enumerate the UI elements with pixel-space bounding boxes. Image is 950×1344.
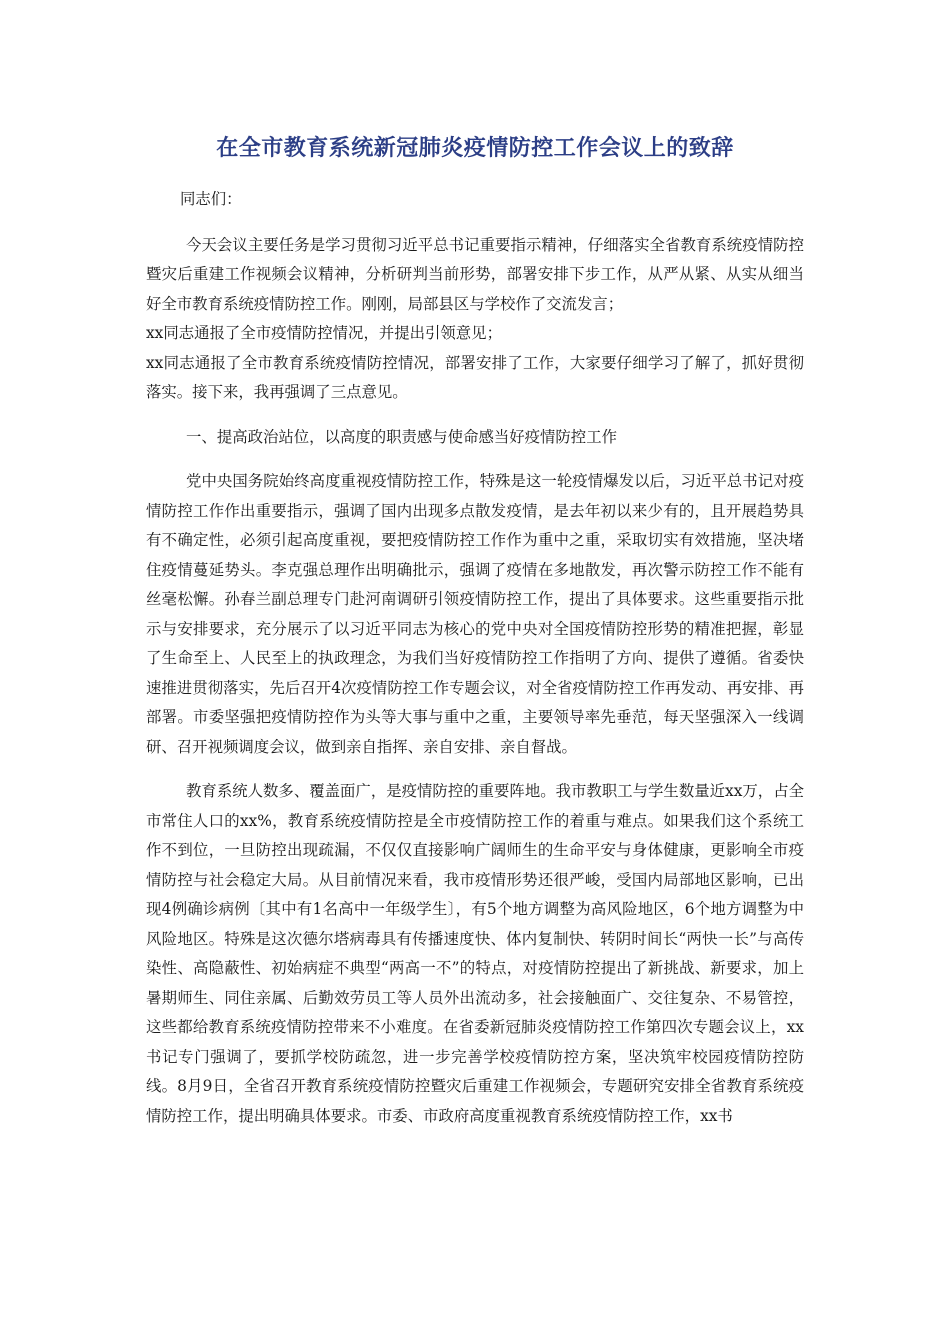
- paragraph-report-1: xx同志通报了全市疫情防控情况，并提出引领意见；: [146, 324, 502, 342]
- document-title: 在全市教育系统新冠肺炎疫情防控工作会议上的致辞: [216, 136, 734, 161]
- document-body: [146, 185, 804, 1146]
- section-heading-1: 一、提高政治站位，以高度的职责感与使命感当好疫情防控工作: [186, 427, 617, 446]
- paragraph-report-2: xx同志通报了全市教育系统疫情防控情况，部署安排了工作，大家要仔细学习了解了，抓好贯彻落实。接下来，我再强调了三点意见。: [146, 353, 804, 401]
- paragraph-central-directives: 党中央国务院始终高度重视疫情防控工作，特殊是这一轮疫情爆发以后，习近平总书记对疫情防控工作作出重要指示，强调了国内出现多点散发疫情，是去年初以来少有的，且开展趋势具有不确定性，必须引起高度重视，要把疫情防控工作作为重中之重，采取切实有效措施，坚决堵住疫情蔓延势头。李克强总理作出明确批示，强调了疫情在多地散发，再次警示防控工作不能有丝毫松懈。孙春兰副总理专门赴河南调研引领疫情防控工作，提出了具体要求。这些重要指示批示与安排要求，充分展示了以习近平同志为核心的党中央对全国疫情防控形势的精准把握，彰显了生命至上、人民至上的执政理念，为我们当好疫情防控工作指明了方向、提供了遵循。省委快速推进贯彻落实，先后召开4次疫情防控工作专题会议，对全省疫情防控工作再发动、再安排、再部署。市委坚强把疫情防控作为头等大事与重中之重，主要领导率先垂范，每天坚强深入一线调研、召开视频调度会议，做到亲自指挥、亲自安排、亲自督战。: [146, 472, 804, 756]
- paragraph-education-system: 教育系统人数多、覆盖面广，是疫情防控的重要阵地。我市教职工与学生数量近xx万，占全市常住人口的xx%，教育系统疫情防控是全市疫情防控工作的着重与难点。如果我们这个系统工作不到位，一旦防控出现疏漏，不仅仅直接影响广阔师生的生命平安与身体健康，更影响全市疫情防控与社会稳定大局。从目前情况来看，我市疫情形势还很严峻，受国内局部地区影响，已出现4例确诊病例〔其中有1名高中一年级学生〕，有5个地方调整为高风险地区，6个地方调整为中风险地区。特殊是这次德尔塔病毒具有传播速度快、体内复制快、转阴时间长“两快一长”与高传染性、高隐蔽性、初始病症不典型“两高一不”的特点，对疫情防控提出了新挑战、新要求，加上暑期师生、同住亲属、后勤效劳员工等人员外出流动多，社会接触面广、交往复杂、不易管控，这些都给教育系统疫情防控带来不小难度。在省委新冠肺炎疫情防控工作第四次专题会议上，xx书记专门强调了，要抓学校防疏忽，进一步完善学校疫情防控方案，坚决筑牢校园疫情防控防线。8月9日，全省召开教育系统疫情防控暨灾后重建工作视频会，专题研究安排全省教育系统疫情防控工作，提出明确具体要求。市委、市政府高度重视教育系统疫情防控工作，xx书: [146, 782, 804, 1125]
- salutation: 同志们：: [180, 190, 242, 208]
- paragraph-opening: 今天会议主要任务是学习贯彻习近平总书记重要指示精神，仔细落实全省教育系统疫情防控暨灾后重建工作视频会议精神，分析研判当前形势，部署安排下步工作，从严从紧、从实从细当好全市教育系统疫情防控工作。刚刚，局部县区与学校作了交流发言；: [146, 235, 804, 313]
